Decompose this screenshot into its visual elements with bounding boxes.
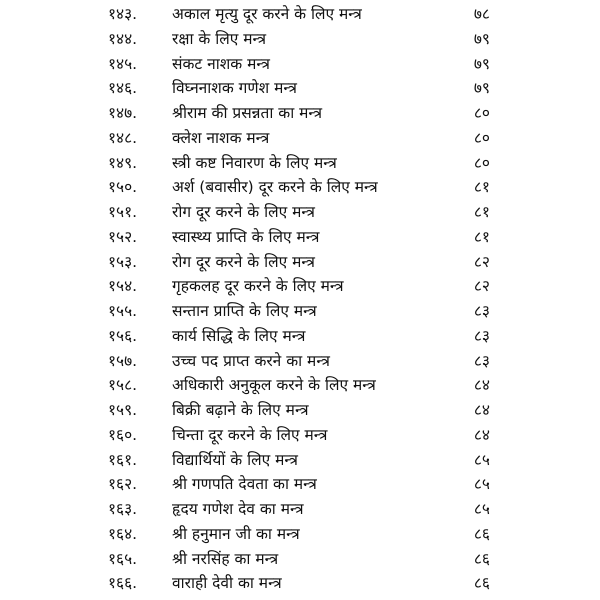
entry-number: १५७. — [108, 351, 138, 370]
entry-page-number: ८५ — [473, 450, 490, 469]
toc-entry — [0, 52, 600, 77]
entry-number: १५५. — [108, 302, 138, 320]
entry-number: १६६. — [108, 574, 138, 593]
toc-entry — [0, 349, 600, 374]
entry-number: १४८. — [108, 128, 138, 147]
entry-number: १५९. — [108, 401, 138, 419]
entry-title: हृदय गणेश देव का मन्त्र — [172, 500, 304, 518]
entry-number: १६१. — [108, 450, 138, 469]
entry-number: १४३. — [108, 5, 138, 23]
entry-number: १५६. — [108, 326, 138, 345]
entry-number: १६३. — [108, 500, 138, 518]
entry-title: श्रीराम की प्रसन्नता का मन्त्र — [172, 104, 323, 122]
entry-title: सन्तान प्राप्ति के लिए मन्त्र — [172, 302, 317, 320]
entry-title: बिक्री बढ़ाने के लिए मन्त्र — [172, 401, 309, 419]
entry-page-number: ८४ — [473, 425, 490, 444]
entry-title: स्त्री कष्ट निवारण के लिए मन्त्र — [172, 153, 337, 172]
entry-title: क्लेश नाशक मन्त्र — [172, 128, 270, 147]
toc-entry — [0, 27, 600, 52]
entry-title: अधिकारी अनुकूल करने के लिए मन्त्र — [172, 376, 376, 395]
entry-number: १४९. — [108, 153, 138, 172]
entry-number: १५४. — [108, 277, 138, 296]
toc-entry — [0, 250, 600, 275]
entry-title: रोग दूर करने के लिए मन्त्र — [172, 252, 315, 271]
entry-page-number: ८० — [473, 128, 490, 147]
entry-page-number: ७९ — [473, 54, 490, 73]
toc-entry — [0, 398, 600, 423]
entry-title: श्री नरसिंह का मन्त्र — [172, 549, 279, 568]
entry-title: कार्य सिद्धि के लिए मन्त्र — [172, 326, 306, 345]
entry-title: विघ्ननाशक गणेश मन्त्र — [172, 79, 297, 98]
entry-page-number: ८६ — [473, 549, 490, 568]
toc-entry — [0, 225, 600, 250]
toc-entry — [0, 175, 600, 200]
entry-number: १५१. — [108, 203, 138, 221]
entry-number: १६४. — [108, 524, 138, 543]
toc-entry — [0, 497, 600, 522]
entry-page-number: ८६ — [473, 574, 490, 593]
toc-entry — [0, 324, 600, 349]
entry-title: रोग दूर करने के लिए मन्त्र — [172, 203, 315, 221]
entry-number: १५२. — [108, 227, 138, 246]
toc-entry — [0, 126, 600, 151]
entry-number: १५०. — [108, 178, 138, 197]
entry-number: १५८. — [108, 376, 138, 395]
entry-number: १५३. — [108, 252, 138, 271]
toc-entry — [0, 2, 600, 27]
entry-title: उच्च पद प्राप्त करने का मन्त्र — [172, 351, 330, 370]
toc-entry — [0, 472, 600, 497]
entry-title: स्वास्थ्य प्राप्ति के लिए मन्त्र — [172, 227, 320, 246]
entry-page-number: ८५ — [473, 500, 490, 518]
entry-page-number: ८१ — [473, 178, 490, 197]
entry-page-number: ८३ — [473, 351, 490, 370]
toc-entry — [0, 423, 600, 448]
entry-title: रक्षा के लिए मन्त्र — [172, 29, 267, 48]
toc-entry — [0, 151, 600, 176]
toc-entry — [0, 522, 600, 547]
entry-page-number: ८० — [473, 104, 490, 122]
toc-entry — [0, 547, 600, 572]
entry-number: १६०. — [108, 425, 138, 444]
entry-page-number: ७९ — [473, 79, 490, 98]
entry-number: १६२. — [108, 475, 138, 494]
entry-page-number: ८६ — [473, 524, 490, 543]
entry-page-number: ८४ — [473, 376, 490, 395]
toc-entry — [0, 200, 600, 225]
entry-page-number: ८१ — [473, 203, 490, 221]
toc-entry — [0, 274, 600, 299]
entry-number: १६५. — [108, 549, 138, 568]
toc-entry — [0, 571, 600, 596]
entry-number: १४६. — [108, 79, 138, 98]
entry-page-number: ७८ — [473, 5, 490, 23]
table-of-contents — [0, 2, 600, 596]
entry-title: श्री हनुमान जी का मन्त्र — [172, 524, 300, 543]
entry-number: १४४. — [108, 29, 138, 48]
entry-page-number: ८१ — [473, 227, 490, 246]
entry-title: गृहकलह दूर करने के लिए मन्त्र — [172, 277, 344, 296]
entry-title: अकाल मृत्यु दूर करने के लिए मन्त्र — [172, 5, 362, 23]
entry-page-number: ७९ — [473, 29, 490, 48]
entry-page-number: ८३ — [473, 326, 490, 345]
entry-title: चिन्ता दूर करने के लिए मन्त्र — [172, 425, 328, 444]
toc-entry — [0, 76, 600, 101]
entry-title: संकट नाशक मन्त्र — [172, 54, 270, 73]
entry-page-number: ८० — [473, 153, 490, 172]
entry-number: १४५. — [108, 54, 138, 73]
entry-number: १४७. — [108, 104, 138, 122]
toc-entry — [0, 373, 600, 398]
toc-entry — [0, 448, 600, 473]
entry-title: वाराही देवी का मन्त्र — [172, 574, 282, 593]
entry-page-number: ८४ — [473, 401, 490, 419]
entry-title: श्री गणपति देवता का मन्त्र — [172, 475, 317, 494]
toc-entry — [0, 299, 600, 324]
entry-page-number: ८५ — [473, 475, 490, 494]
entry-page-number: ८२ — [473, 252, 490, 271]
toc-entry — [0, 101, 600, 126]
entry-title: विद्यार्थियों के लिए मन्त्र — [172, 450, 298, 469]
entry-title: अर्श (बवासीर) दूर करने के लिए मन्त्र — [172, 178, 378, 197]
entry-page-number: ८२ — [473, 277, 490, 296]
entry-page-number: ८३ — [473, 302, 490, 320]
